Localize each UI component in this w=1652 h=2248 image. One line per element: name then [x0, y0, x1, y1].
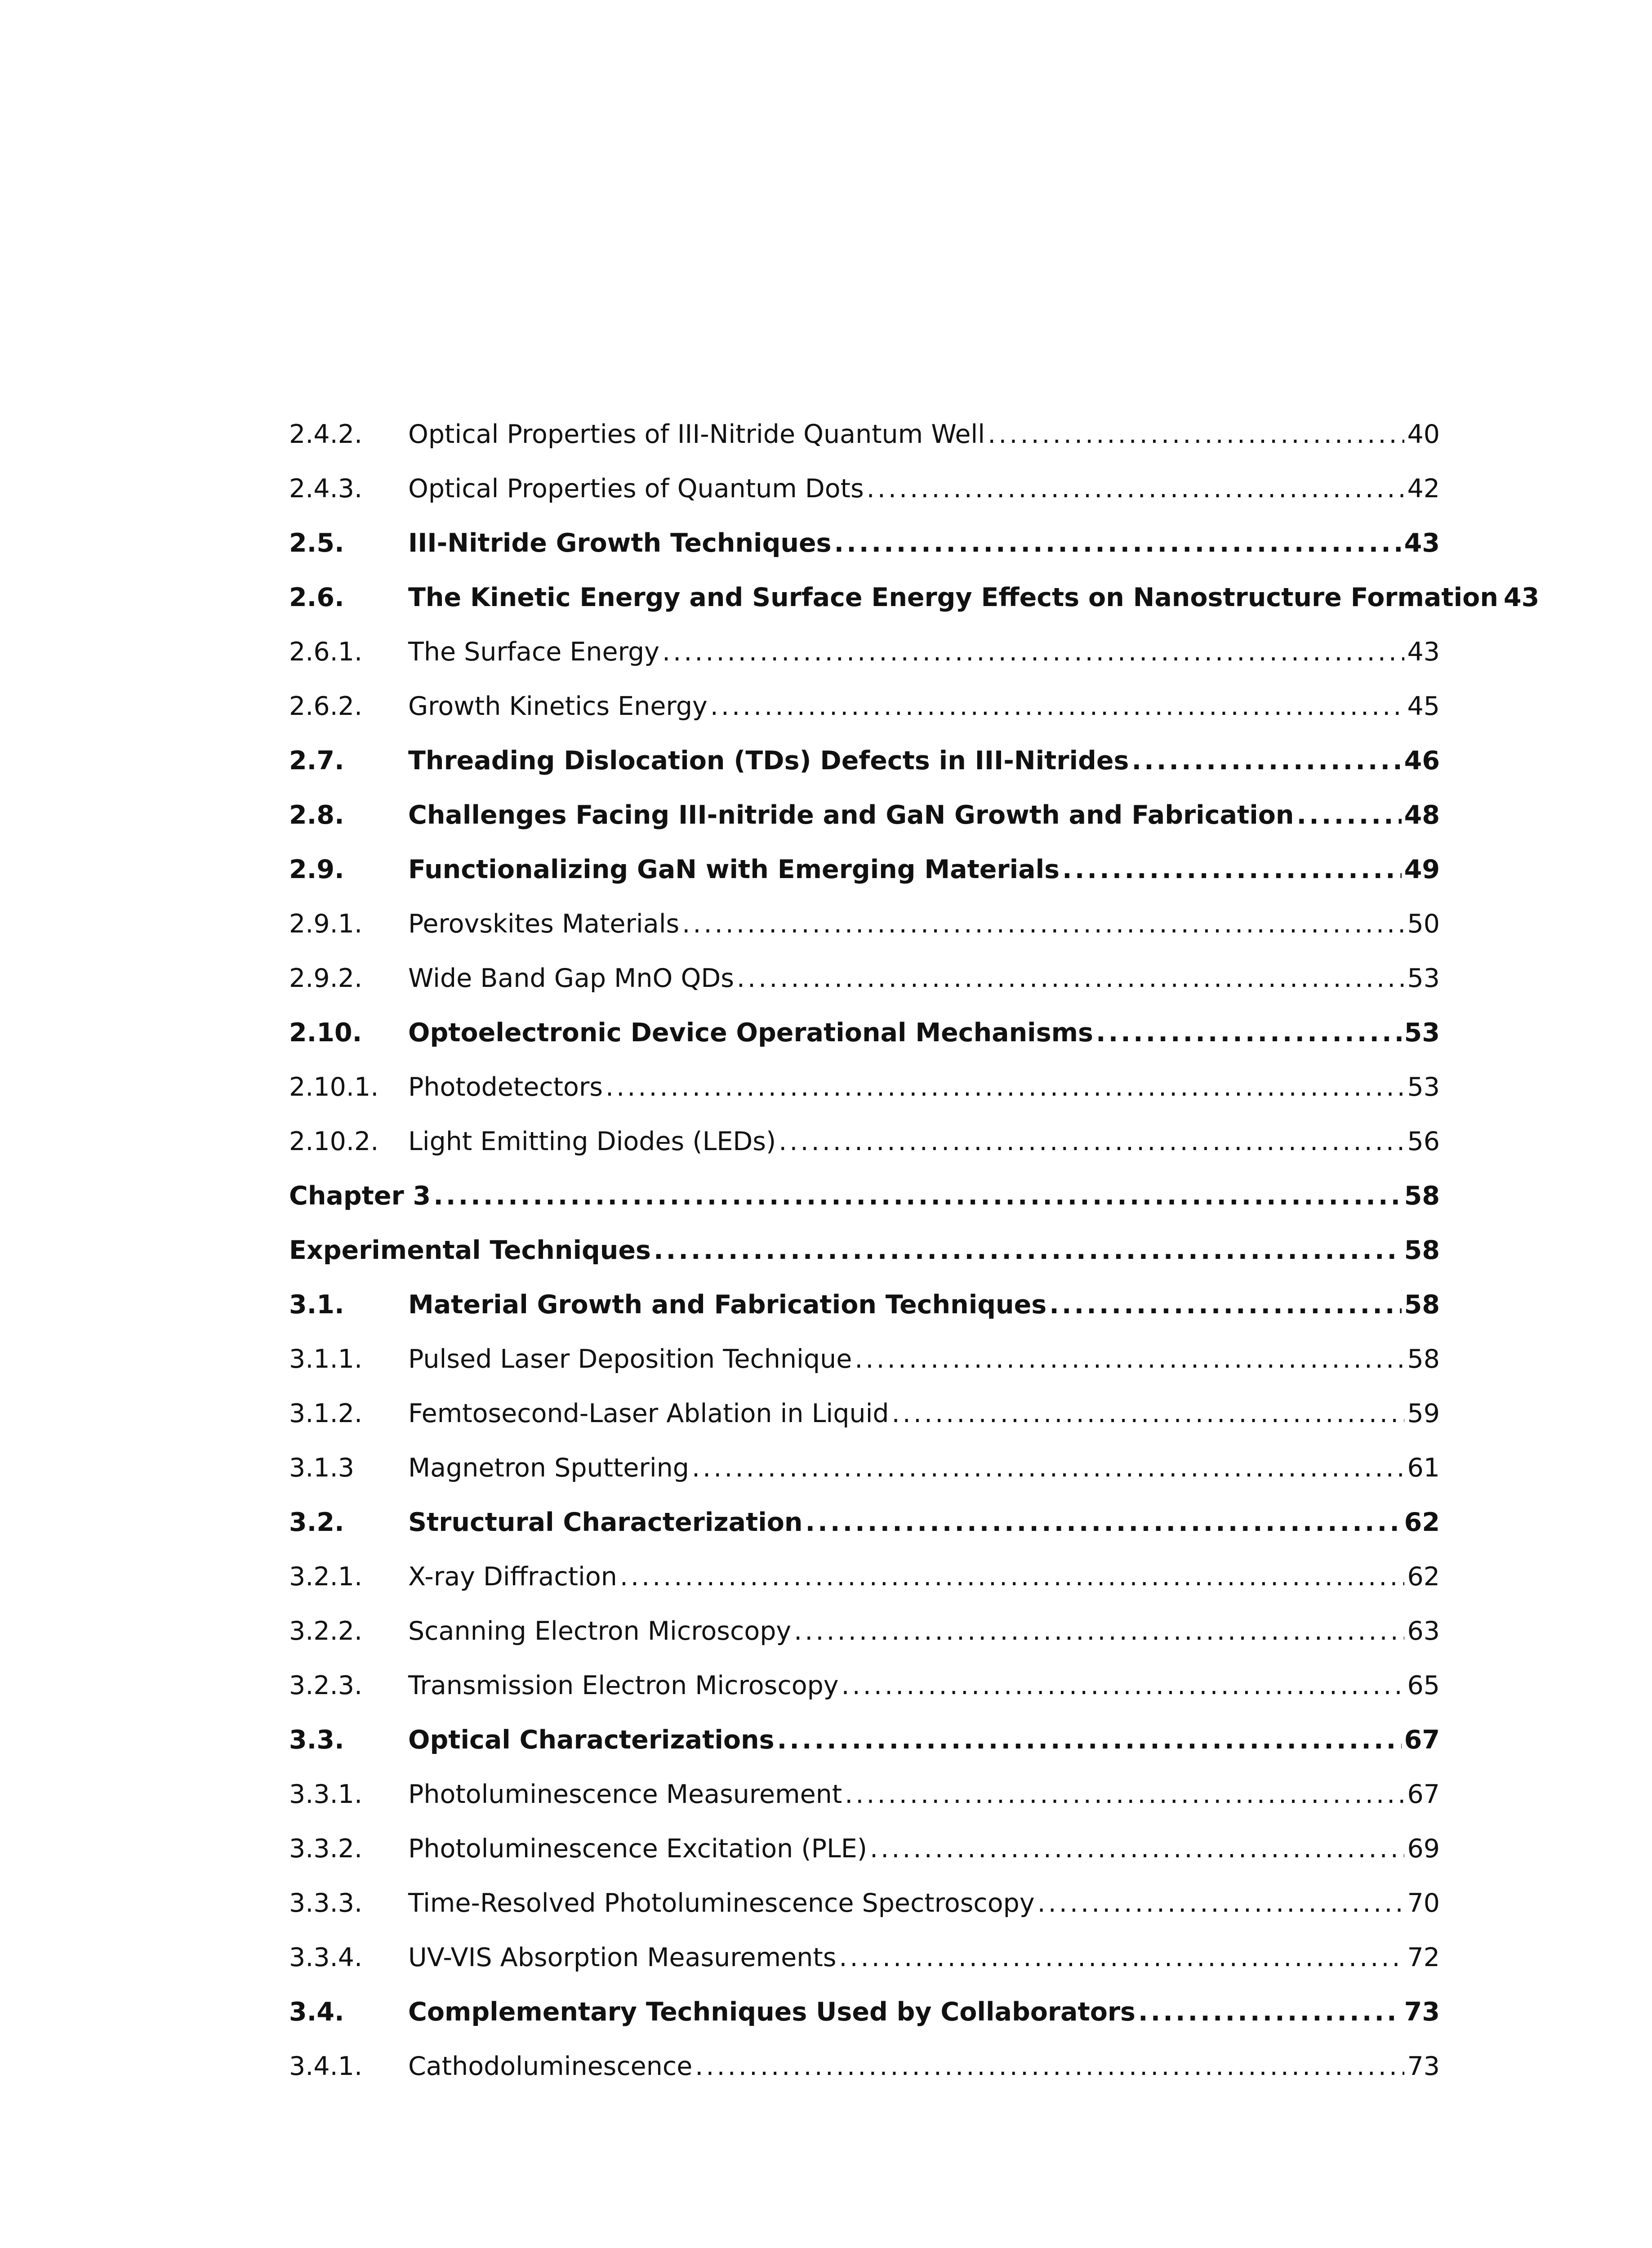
toc-entry[interactable] — [289, 994, 1440, 1049]
toc-dot-leader — [433, 1180, 1401, 1212]
toc-dot-leader — [806, 1506, 1402, 1539]
toc-entry-page-number: 73 — [1404, 1997, 1440, 2027]
toc-entry-title: Perovskites Materials — [408, 909, 680, 939]
toc-entry[interactable] — [289, 504, 1440, 559]
toc-dot-leader — [839, 1941, 1404, 1974]
toc-entry-title: Transmission Electron Microscopy — [408, 1671, 839, 1700]
toc-dot-leader — [1038, 1887, 1405, 1919]
toc-dot-leader — [682, 908, 1404, 940]
toc-entry[interactable] — [289, 1973, 1440, 2028]
toc-dot-leader — [654, 1234, 1402, 1267]
toc-entry-page-number: 53 — [1407, 1072, 1440, 1102]
toc-entry-title: Experimental Techniques — [289, 1236, 651, 1265]
toc-entry[interactable] — [289, 1919, 1440, 1974]
toc-entry-title: III-Nitride Growth Techniques — [408, 528, 832, 558]
toc-entry[interactable] — [289, 1320, 1440, 1375]
toc-entry-number: 3.4. — [289, 1997, 344, 2027]
toc-entry-title: Functionalizing GaN with Emerging Materials — [408, 855, 1060, 884]
toc-entry[interactable] — [289, 450, 1440, 505]
toc-entry-number: 2.10.2. — [289, 1127, 379, 1156]
toc-dot-leader — [841, 1669, 1404, 1702]
toc-entry-title: Material Growth and Fabrication Techniques — [408, 1290, 1047, 1320]
toc-entry-title: Photodetectors — [408, 1072, 603, 1102]
toc-entry[interactable] — [289, 559, 1540, 614]
toc-entry-title: Structural Characterization — [408, 1508, 803, 1537]
toc-entry[interactable] — [289, 1048, 1440, 1103]
toc-entry[interactable] — [289, 2028, 1440, 2083]
toc-entry-number: 3.3.1. — [289, 1780, 363, 1809]
toc-entry-title: Time-Resolved Photoluminescence Spectroscopy — [408, 1888, 1035, 1918]
toc-entry-page-number: 59 — [1407, 1399, 1440, 1428]
toc-entry-number: 2.6.2. — [289, 691, 363, 721]
toc-entry-number: 3.2.2. — [289, 1616, 363, 1646]
toc-dot-leader — [1296, 799, 1401, 831]
toc-entry-page-number: 53 — [1407, 963, 1440, 993]
toc-entry-title: The Surface Energy — [408, 637, 659, 667]
toc-entry[interactable] — [289, 1212, 1440, 1267]
toc-entry-title: Chapter 3 — [289, 1181, 431, 1211]
toc-dot-leader — [779, 1125, 1404, 1158]
toc-entry[interactable] — [289, 776, 1440, 831]
toc-entry-page-number: 45 — [1407, 691, 1440, 721]
toc-dot-leader — [692, 1452, 1405, 1484]
toc-dot-leader — [870, 1833, 1404, 1865]
toc-entry-title: Optical Characterizations — [408, 1725, 775, 1755]
toc-entry-title: UV-VIS Absorption Measurements — [408, 1943, 837, 1972]
toc-entry-page-number: 62 — [1404, 1508, 1440, 1537]
toc-entry-page-number: 40 — [1407, 419, 1440, 449]
toc-entry[interactable] — [289, 1647, 1440, 1702]
toc-entry-page-number: 73 — [1407, 2052, 1440, 2081]
toc-entry-number: 2.9. — [289, 855, 344, 884]
toc-entry-number: 3.2.3. — [289, 1671, 363, 1700]
toc-dot-leader — [777, 1724, 1402, 1756]
toc-entry-page-number: 42 — [1407, 474, 1440, 504]
toc-dot-leader — [1138, 1996, 1402, 2028]
toc-entry[interactable] — [289, 1157, 1440, 1212]
toc-entry-page-number: 61 — [1407, 1453, 1440, 1483]
toc-entry-page-number: 62 — [1407, 1562, 1440, 1592]
toc-entry-number: 2.10. — [289, 1018, 362, 1048]
toc-entry-title: Wide Band Gap MnO QDs — [408, 963, 734, 993]
toc-entry[interactable] — [289, 613, 1440, 668]
toc-entry-number: 2.6.1. — [289, 637, 363, 667]
toc-dot-leader — [1049, 1289, 1401, 1321]
toc-entry-number: 2.4.2. — [289, 419, 363, 449]
toc-entry-number: 2.4.3. — [289, 474, 363, 504]
toc-dot-leader — [695, 2050, 1404, 2083]
toc-dot-leader — [1062, 853, 1402, 886]
toc-entry[interactable] — [289, 396, 1440, 450]
toc-dot-leader — [1131, 745, 1401, 777]
toc-entry-title: Pulsed Laser Deposition Technique — [408, 1344, 852, 1374]
toc-entry-title: Photoluminescence Measurement — [408, 1780, 842, 1809]
toc-entry-title: Growth Kinetics Energy — [408, 691, 708, 721]
toc-dot-leader — [1096, 1017, 1402, 1049]
toc-entry[interactable] — [289, 885, 1440, 940]
toc-entry-page-number: 49 — [1404, 855, 1440, 884]
toc-entry[interactable] — [289, 1429, 1440, 1484]
toc-entry[interactable] — [289, 1756, 1440, 1811]
toc-entry-number: 3.3. — [289, 1725, 344, 1755]
toc-dot-leader — [834, 527, 1402, 559]
toc-entry[interactable] — [289, 722, 1440, 777]
toc-entry-page-number: 48 — [1404, 800, 1440, 830]
toc-entry-page-number: 58 — [1404, 1181, 1440, 1211]
toc-entry-number: 2.6. — [289, 583, 344, 612]
toc-entry-title: X-ray Diffraction — [408, 1562, 617, 1592]
toc-entry[interactable] — [289, 1810, 1440, 1865]
toc-entry-number: 3.1.3 — [289, 1453, 355, 1483]
toc-entry-page-number: 50 — [1407, 909, 1440, 939]
toc-entry-title: Complementary Techniques Used by Collaborators — [408, 1997, 1135, 2027]
toc-entry-page-number: 67 — [1404, 1725, 1440, 1755]
toc-entry[interactable] — [289, 1266, 1440, 1321]
toc-entry-title: Optoelectronic Device Operational Mechanisms — [408, 1018, 1093, 1048]
toc-entry[interactable] — [289, 940, 1440, 995]
toc-entry-page-number: 43 — [1407, 637, 1440, 667]
toc-dot-leader — [867, 473, 1405, 505]
toc-entry-number: 3.3.2. — [289, 1834, 363, 1864]
toc-entry[interactable] — [289, 1375, 1440, 1430]
toc-dot-leader — [892, 1397, 1405, 1430]
toc-entry-number: 2.7. — [289, 746, 344, 776]
toc-entry[interactable] — [289, 668, 1440, 723]
toc-entry-number: 3.1.2. — [289, 1399, 363, 1428]
toc-entry-number: 2.8. — [289, 800, 344, 830]
toc-entry-page-number: 70 — [1407, 1888, 1440, 1918]
toc-dot-leader — [845, 1778, 1404, 1811]
toc-entry[interactable] — [289, 1592, 1440, 1647]
toc-entry-number: 3.4.1. — [289, 2052, 363, 2081]
toc-entry[interactable] — [289, 1701, 1440, 1756]
toc-entry-title: Threading Dislocation (TDs) Defects in III-Nitrides — [408, 746, 1129, 776]
toc-dot-leader — [988, 418, 1404, 450]
toc-entry-title: Magnetron Sputtering — [408, 1453, 689, 1483]
toc-dot-leader — [855, 1343, 1404, 1375]
toc-entry-number: 3.3.3. — [289, 1888, 363, 1918]
toc-dot-leader — [710, 690, 1405, 723]
toc-entry-title: Scanning Electron Microscopy — [408, 1616, 792, 1646]
toc-entry-page-number: 53 — [1404, 1018, 1440, 1048]
toc-entry[interactable] — [289, 831, 1440, 886]
toc-entry-title: Cathodoluminescence — [408, 2052, 693, 2081]
toc-entry-page-number: 67 — [1407, 1780, 1440, 1809]
toc-entry-number: 3.1.1. — [289, 1344, 363, 1374]
toc-entry-page-number: 56 — [1407, 1127, 1440, 1156]
toc-entry-number: 2.9.2. — [289, 963, 363, 993]
toc-entry-title: Challenges Facing III-nitride and GaN Growth and Fabrication — [408, 800, 1294, 830]
toc-entry-page-number: 72 — [1407, 1943, 1440, 1972]
toc-entry[interactable] — [289, 1538, 1440, 1593]
toc-entry-title: Light Emitting Diodes (LEDs) — [408, 1127, 776, 1156]
toc-entry-number: 3.1. — [289, 1290, 344, 1320]
toc-dot-leader — [606, 1071, 1405, 1103]
toc-entry-page-number: 58 — [1407, 1344, 1440, 1374]
toc-entry-number: 3.2.1. — [289, 1562, 363, 1592]
toc-entry-page-number: 46 — [1404, 746, 1440, 776]
toc-entry-page-number: 63 — [1407, 1616, 1440, 1646]
toc-entry-number: 2.5. — [289, 528, 344, 558]
toc-entry-page-number: 58 — [1404, 1290, 1440, 1320]
toc-dot-leader — [662, 636, 1405, 668]
toc-entry-title: Optical Properties of Quantum Dots — [408, 474, 864, 504]
toc-entry[interactable] — [289, 1864, 1440, 1919]
toc-entry-page-number: 43 — [1503, 583, 1540, 612]
toc-dot-leader — [737, 962, 1405, 995]
toc-entry-number: 2.10.1. — [289, 1072, 379, 1102]
toc-dot-leader — [620, 1561, 1405, 1593]
toc-entry-page-number: 65 — [1407, 1671, 1440, 1700]
toc-dot-leader — [794, 1615, 1404, 1647]
toc-entry[interactable] — [289, 1484, 1440, 1539]
toc-entry-page-number: 69 — [1407, 1834, 1440, 1864]
toc-entry-title: Photoluminescence Excitation (PLE) — [408, 1834, 867, 1864]
toc-entry-title: Optical Properties of III-Nitride Quantum Well — [408, 419, 985, 449]
toc-entry-page-number: 43 — [1404, 528, 1440, 558]
toc-entry-page-number: 58 — [1404, 1236, 1440, 1265]
toc-entry-number: 3.2. — [289, 1508, 344, 1537]
toc-entry-number: 2.9.1. — [289, 909, 363, 939]
toc-entry-title: The Kinetic Energy and Surface Energy Effects on Nanostructure Formation — [408, 583, 1498, 612]
toc-entry[interactable] — [289, 1103, 1440, 1158]
toc-entry-title: Femtosecond-Laser Ablation in Liquid — [408, 1399, 889, 1428]
toc-entry-number: 3.3.4. — [289, 1943, 363, 1972]
